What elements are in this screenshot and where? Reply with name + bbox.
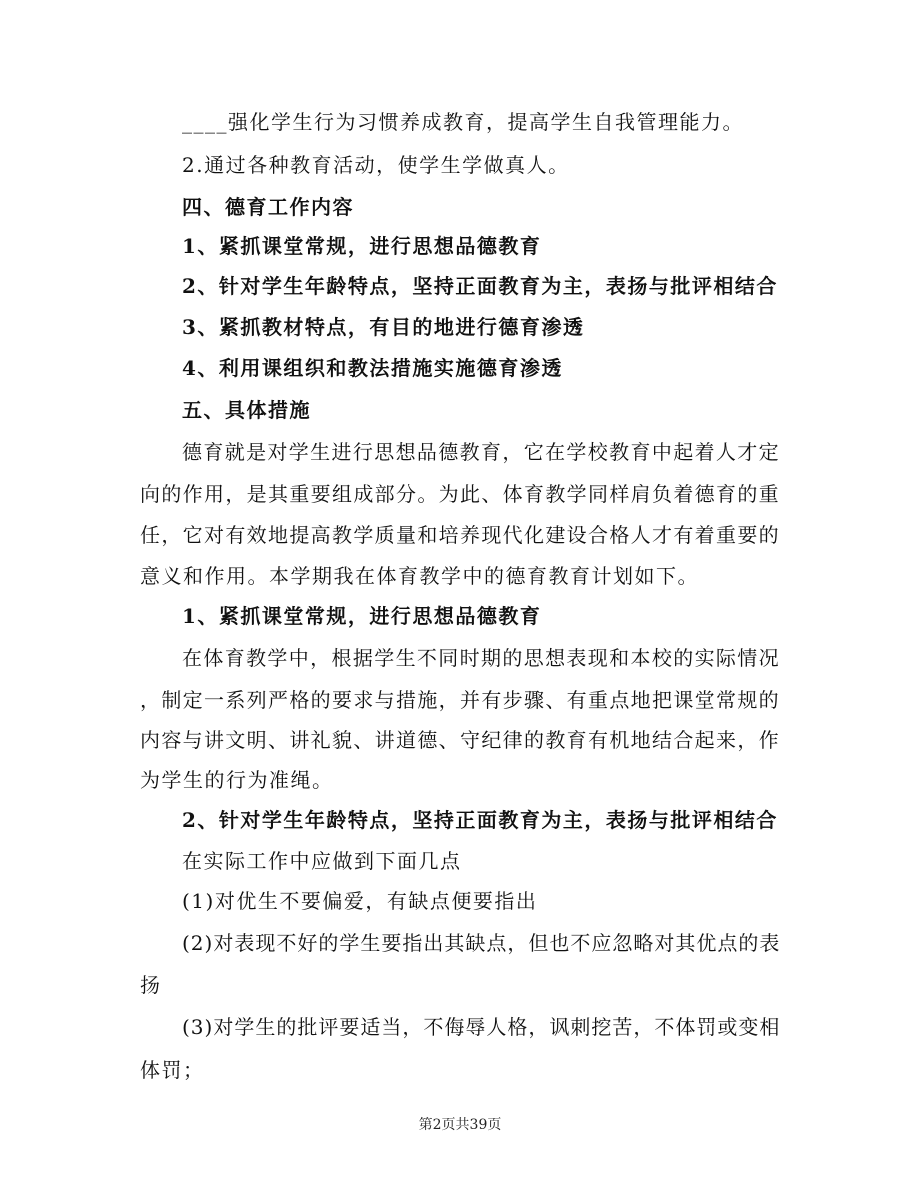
list-item: (1)对优生不要偏爱，有缺点便要指出 xyxy=(182,889,538,913)
paragraph-line: 任，它对有效地提高教学质量和培养现代化建设合格人才有着重要的 xyxy=(140,523,780,547)
paragraph-line: 2.通过各种教育活动，使学生学做真人。 xyxy=(182,153,570,177)
paragraph-line: 在体育教学中，根据学生不同时期的思想表现和本校的实际情况 xyxy=(182,646,780,670)
paragraph-line: 意义和作用。本学期我在体育教学中的德育教育计划如下。 xyxy=(140,564,699,588)
section-heading: 五、具体措施 xyxy=(182,398,311,422)
list-item: (3)对学生的批评要适当，不侮辱人格，讽刺挖苦，不体罚或变相 xyxy=(182,1015,781,1039)
paragraph-line: ，制定一系列严格的要求与措施，并有步骤、有重点地把课堂常规的 xyxy=(140,688,780,712)
list-item: 1、紧抓课堂常规，进行思想品德教育 xyxy=(182,234,542,258)
section-heading: 四、德育工作内容 xyxy=(182,195,354,219)
paragraph-line: ____强化学生行为习惯养成教育，提高学生自我管理能力。 xyxy=(182,110,744,134)
list-item: 2、针对学生年龄特点，坚持正面教育为主，表扬与批评相结合 xyxy=(182,274,778,298)
paragraph-line: 体罚； xyxy=(140,1058,205,1082)
subsection-heading: 2、针对学生年龄特点，坚持正面教育为主，表扬与批评相结合 xyxy=(182,808,778,832)
paragraph-line: 向的作用，是其重要组成部分。为此、体育教学同样肩负着德育的重 xyxy=(140,482,780,506)
list-item: 3、紧抓教材特点，有目的地进行德育渗透 xyxy=(182,315,585,339)
paragraph-line: 在实际工作中应做到下面几点 xyxy=(182,849,462,873)
subsection-heading: 1、紧抓课堂常规，进行思想品德教育 xyxy=(182,604,542,628)
paragraph-line: 为学生的行为准绳。 xyxy=(140,768,334,792)
list-item: 4、利用课组织和教法措施实施德育渗透 xyxy=(182,356,563,380)
list-item: (2)对表现不好的学生要指出其缺点，但也不应忽略对其优点的表 xyxy=(182,931,781,955)
paragraph-line: 扬 xyxy=(140,973,162,997)
paragraph-line: 德育就是对学生进行思想品德教育，它在学校教育中起着人才定 xyxy=(182,440,780,464)
page-number: 第2页共39页 xyxy=(418,1117,502,1133)
paragraph-line: 内容与讲文明、讲礼貌、讲道德、守纪律的教育有机地结合起来，作 xyxy=(140,728,780,752)
